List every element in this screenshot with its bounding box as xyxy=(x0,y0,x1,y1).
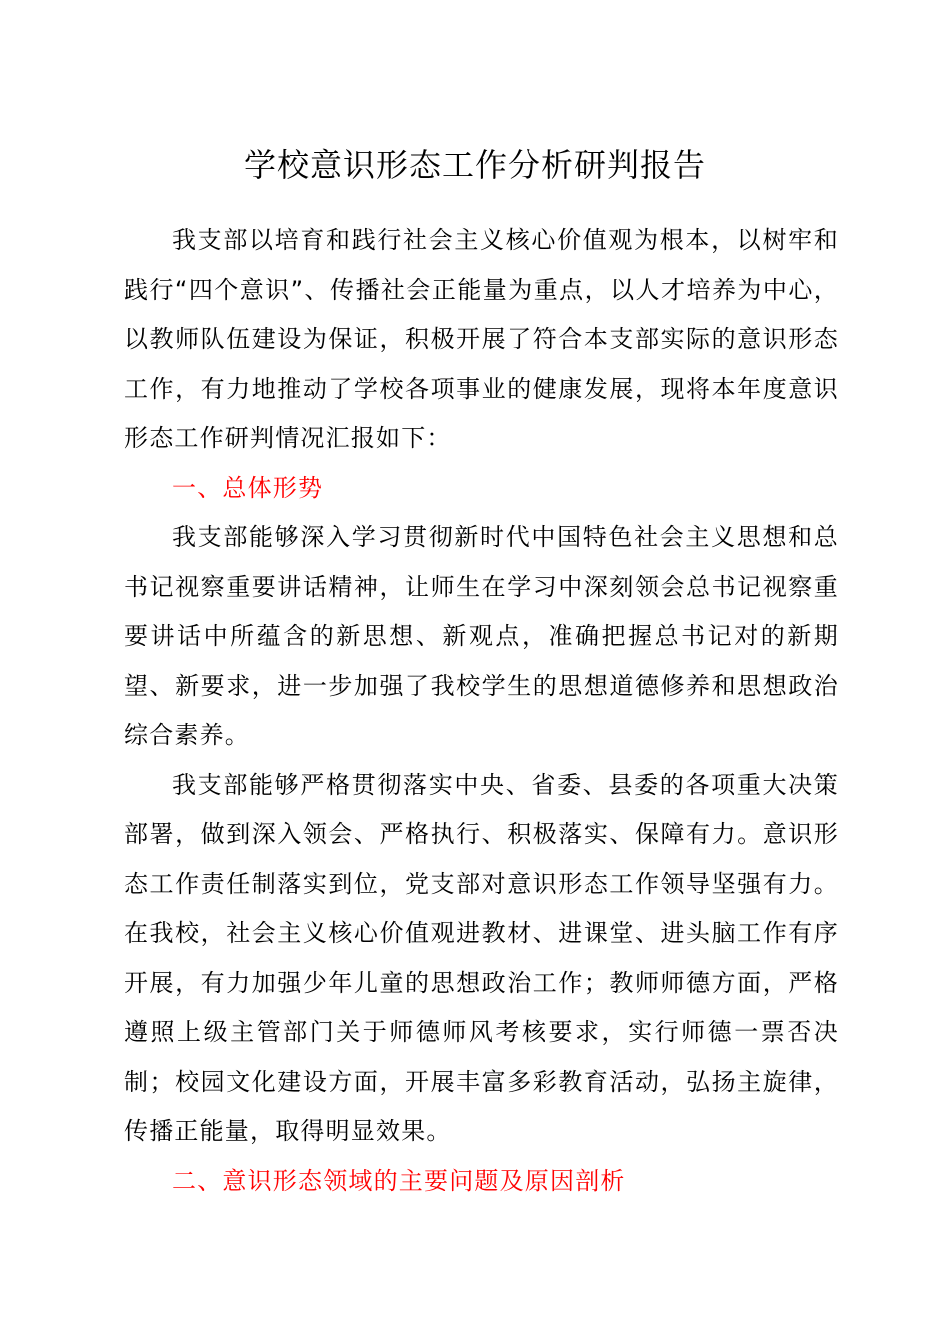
document-title: 学校意识形态工作分析研判报告 xyxy=(243,146,706,184)
section-1-paragraph-1: 我支部能够深入学习贯彻新时代中国特色社会主义思想和总书记视察重要讲话精神，让师生在学习中深刻领会总书记视察重要讲话中所蕴含的新思想、新观点，准确把握总书记对的新期望、新要求，进一步加强了我校学生的思想道德修养和思想政治综合素养。 xyxy=(124,523,839,749)
document-body xyxy=(124,216,839,1206)
section-1-paragraph-2: 我支部能够严格贯彻落实中央、省委、县委的各项重大决策部署，做到深入领会、严格执行、积极落实、保障有力。意识形态工作责任制落实到位，党支部对意识形态工作领导坚强有力。在我校，社会主义核心价值观进教材、进课堂、进头脑工作有序开展，有力加强少年儿童的思想政治工作；教师师德方面，严格遵照上级主管部门关于师德师风考核要求，实行师德一票否决制；校园文化建设方面，开展丰富多彩教育活动，弘扬主旋律，传播正能量，取得明显效果。 xyxy=(124,770,839,1145)
section-1-heading: 一、总体形势 xyxy=(172,473,324,502)
intro-paragraph: 我支部以培育和践行社会主义核心价值观为根本，以树牢和践行“四个意识”、传播社会正能量为重点，以人才培养为中心，以教师队伍建设为保证，积极开展了符合本支部实际的意识形态工作，有力地推动了学校各项事业的健康发展，现将本年度意识形态工作研判情况汇报如下： xyxy=(124,226,839,452)
section-2-heading: 二、意识形态领域的主要问题及原因剖析 xyxy=(172,1166,626,1195)
